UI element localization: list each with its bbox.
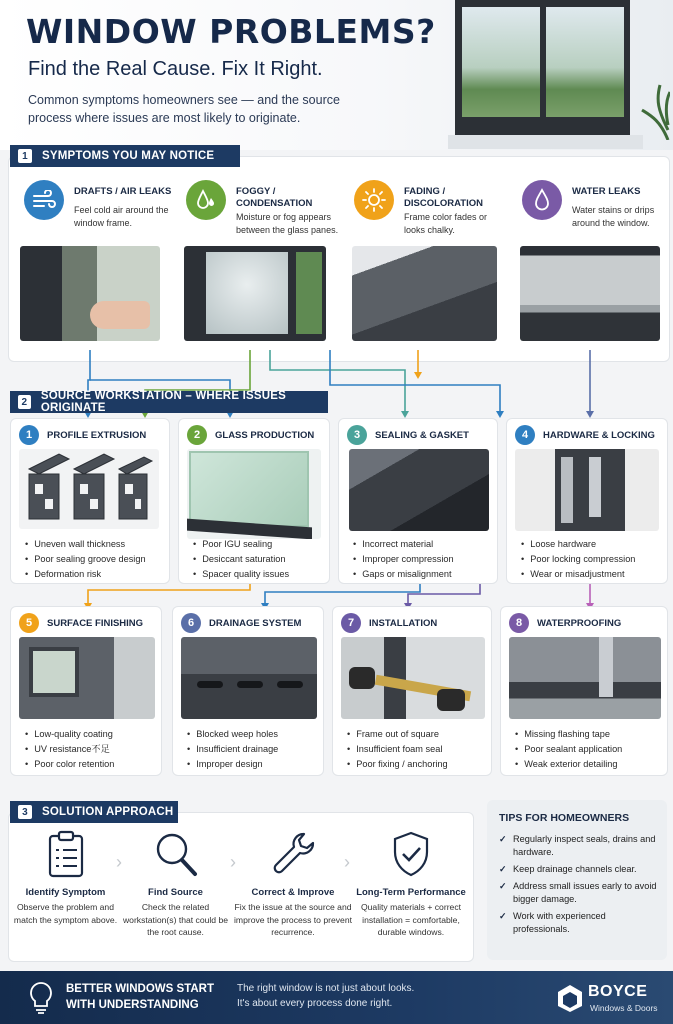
solution-step-title: Long-Term Performance bbox=[356, 887, 466, 898]
workstation-points: • Incorrect material • Improper compression • Gaps or misalignment bbox=[353, 537, 454, 582]
chevron-right-icon: › bbox=[116, 852, 122, 872]
workstation-title: WATERPROOFING bbox=[537, 618, 622, 629]
symptom-title: DRAFTS / AIR LEAKS bbox=[74, 186, 172, 197]
page-title: WINDOW PROBLEMS? bbox=[26, 12, 436, 51]
section-tag-symptoms bbox=[10, 145, 240, 167]
symptom-card-water-leaks bbox=[510, 176, 670, 348]
workstation-card-installation bbox=[332, 606, 492, 776]
lightbulb-icon bbox=[28, 981, 54, 1015]
tips-list bbox=[499, 833, 661, 940]
workstation-points: • Low-quality coating • UV resistance不足 • Poor color retention bbox=[25, 727, 114, 772]
hardware-photo bbox=[515, 449, 659, 531]
workstation-title: GLASS PRODUCTION bbox=[215, 430, 315, 441]
tip-item: ✓ Work with experienced professionals. bbox=[499, 910, 661, 936]
solution-step-long-term bbox=[352, 830, 470, 939]
symptom-title: FADING / DISCOLORATION bbox=[404, 186, 483, 209]
section-number: 2 bbox=[18, 395, 31, 409]
workstation-points: • Uneven wall thickness • Poor sealing groove design • Deformation risk bbox=[25, 537, 146, 582]
solution-step-desc: Check the related workstation(s) that could be the root cause. bbox=[122, 902, 229, 937]
workstation-title: DRAINAGE SYSTEM bbox=[209, 618, 302, 629]
water-drop-icon bbox=[522, 180, 562, 220]
solution-step-identify bbox=[8, 830, 123, 926]
workstation-title: SURFACE FINISHING bbox=[47, 618, 144, 629]
solution-step-find-source bbox=[118, 830, 233, 939]
workstation-title: HARDWARE & LOCKING bbox=[543, 430, 655, 441]
workstation-points: • Frame out of square • Insufficient foam seal • Poor fixing / anchoring bbox=[347, 727, 448, 772]
workstation-title: INSTALLATION bbox=[369, 618, 438, 629]
solution-step-title: Correct & Improve bbox=[251, 887, 335, 898]
tip-item: ✓ Address small issues early to avoid bigger damage. bbox=[499, 880, 661, 906]
symptom-title: FOGGY / CONDENSATION bbox=[236, 186, 313, 209]
workstation-title: PROFILE EXTRUSION bbox=[47, 430, 147, 441]
workstation-number: 5 bbox=[19, 613, 39, 633]
surface-finish-photo bbox=[19, 637, 155, 719]
workstation-card-surface-finishing bbox=[10, 606, 162, 776]
section-number: 3 bbox=[18, 805, 32, 819]
workstation-card-sealing-gasket bbox=[338, 418, 498, 584]
wrench-icon bbox=[270, 830, 316, 878]
section-tag-solution bbox=[10, 801, 178, 823]
workstation-points: • Loose hardware • Poor locking compression • Wear or misadjustment bbox=[521, 537, 635, 582]
workstation-number: 7 bbox=[341, 613, 361, 633]
tips-title: TIPS FOR HOMEOWNERS bbox=[499, 812, 630, 824]
symptom-card-drafts bbox=[12, 176, 172, 348]
section-label: SOLUTION APPROACH bbox=[42, 806, 174, 818]
footer bbox=[0, 971, 673, 1024]
solution-step-correct bbox=[232, 830, 354, 939]
solution-step-desc: Observe the problem and match the symptom above. bbox=[13, 902, 118, 925]
sun-icon bbox=[354, 180, 394, 220]
tip-item: ✓ Regularly inspect seals, drains and hardware. bbox=[499, 833, 661, 859]
workstation-number: 2 bbox=[187, 425, 207, 445]
section-label: SYMPTOMS YOU MAY NOTICE bbox=[42, 150, 215, 162]
symptom-title: WATER LEAKS bbox=[572, 186, 641, 197]
solution-step-title: Find Source bbox=[148, 887, 203, 898]
workstation-number: 1 bbox=[19, 425, 39, 445]
workstation-card-waterproofing bbox=[500, 606, 668, 776]
tips-panel bbox=[487, 800, 667, 960]
workstation-card-hardware-locking bbox=[506, 418, 668, 584]
solution-step-desc: Quality materials + correct installation = comfortable, durable windows. bbox=[360, 902, 462, 937]
house-logo-icon bbox=[556, 983, 584, 1013]
window-photo bbox=[455, 0, 630, 140]
page-subtitle: Find the Real Cause. Fix It Right. bbox=[28, 58, 323, 80]
wind-icon bbox=[24, 180, 64, 220]
plant-icon bbox=[640, 80, 670, 140]
workstation-number: 4 bbox=[515, 425, 535, 445]
section-number: 1 bbox=[18, 149, 32, 163]
workstation-number: 6 bbox=[181, 613, 201, 633]
faded-frame-photo bbox=[352, 246, 497, 341]
magnifier-icon bbox=[153, 830, 199, 878]
chevron-right-icon: › bbox=[230, 852, 236, 872]
workstation-title: SEALING & GASKET bbox=[375, 430, 469, 441]
intro-text: Common symptoms homeowners see — and the source process where issues are most likely to originate. bbox=[28, 93, 340, 125]
symptom-card-foggy bbox=[174, 176, 339, 348]
workstation-points: • Poor IGU sealing • Desiccant saturation • Spacer quality issues bbox=[193, 537, 289, 582]
symptom-desc: Frame color fades or looks chalky. bbox=[404, 212, 488, 235]
foggy-glass-photo bbox=[184, 246, 326, 341]
glass-unit-photo bbox=[187, 449, 321, 539]
gasket-photo bbox=[349, 449, 489, 531]
clipboard-icon bbox=[46, 830, 86, 878]
footer-text: The right window is not just about looks. It's about every process done right. bbox=[237, 983, 415, 1009]
solution-step-title: Identify Symptom bbox=[25, 887, 106, 898]
workstation-points: • Blocked weep holes • Insufficient drainage • Improper design bbox=[187, 727, 278, 772]
chevron-right-icon: › bbox=[344, 852, 350, 872]
workstation-points: • Missing flashing tape • Poor sealant application • Weak exterior detailing bbox=[515, 727, 622, 772]
symptom-card-fading bbox=[342, 176, 502, 348]
extrusion-photo bbox=[19, 449, 159, 529]
workstation-card-profile-extrusion bbox=[10, 418, 170, 584]
droplets-icon bbox=[186, 180, 226, 220]
brand-name: BOYCE bbox=[588, 983, 648, 1000]
symptom-desc: Feel cold air around the window frame. bbox=[74, 205, 169, 228]
installation-photo bbox=[341, 637, 485, 719]
solution-step-desc: Fix the issue at the source and improve the process to prevent recurrence. bbox=[234, 902, 352, 937]
footer-headline: BETTER WINDOWS START WITH UNDERSTANDING bbox=[66, 983, 214, 1011]
workstation-number: 3 bbox=[347, 425, 367, 445]
waterproofing-photo bbox=[509, 637, 661, 719]
tip-item: ✓ Keep drainage channels clear. bbox=[499, 863, 661, 876]
workstation-card-drainage-system bbox=[172, 606, 324, 776]
symptom-desc: Water stains or drips around the window. bbox=[572, 205, 655, 228]
drainage-photo bbox=[181, 637, 317, 719]
drafts-photo bbox=[20, 246, 160, 341]
brand-subtitle: Windows & Doors bbox=[590, 1003, 658, 1013]
shield-check-icon bbox=[391, 830, 431, 878]
section-label: SOURCE WORKSTATION – WHERE ISSUES ORIGINATE bbox=[40, 390, 286, 414]
symptom-desc: Moisture or fog appears between the glass panes. bbox=[236, 212, 339, 235]
workstation-number: 8 bbox=[509, 613, 529, 633]
workstation-card-glass-production bbox=[178, 418, 330, 584]
water-leak-photo bbox=[520, 246, 660, 341]
section-tag-workstations bbox=[10, 391, 328, 413]
